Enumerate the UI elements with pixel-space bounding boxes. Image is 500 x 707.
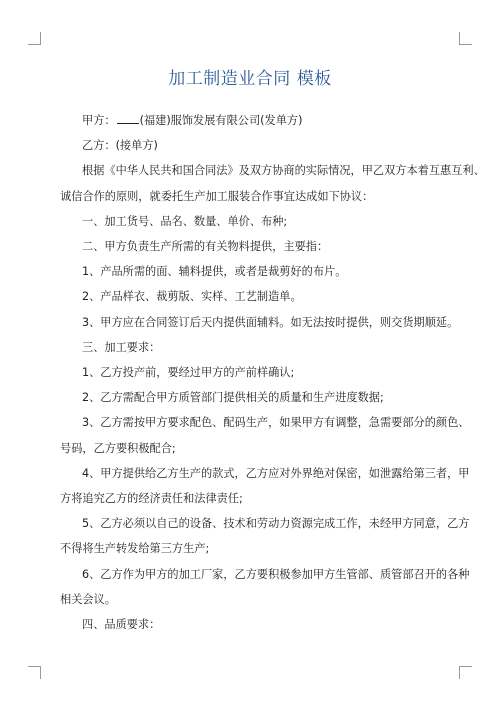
paragraph-line: 2、乙方需配合甲方质管部门提供相关的质量和生产进度数据; xyxy=(82,391,384,405)
paragraph-line: 四、品质要求： xyxy=(82,618,161,632)
paragraph-line: 6、乙方作为甲方的加工厂家，乙方要积极参加甲方生管部、质管部召开的各种 xyxy=(82,567,470,581)
paragraph-line: 3、甲方应在合同签订后天内提供面辅料。如无法按时提供，则交货期顺延。 xyxy=(82,315,459,329)
crop-mark-top-right xyxy=(459,32,472,45)
paragraph-line: 根据《中华人民共和国合同法》及双方协商的实际情况，甲乙双方本着互惠互利、 xyxy=(82,164,485,178)
paragraph-line: 3、乙方需按甲方要求配色、配码生产，如果甲方有调整，急需要部分的颜色、 xyxy=(82,416,470,430)
paragraph-line: 三、加工要求： xyxy=(82,340,161,354)
paragraph-line: 号码，乙方要积极配合; xyxy=(60,441,176,455)
paragraph-line: 不得将生产转发给第三方生产; xyxy=(60,542,210,556)
paragraph-line: 方将追究乙方的经济责任和法律责任; xyxy=(60,492,243,506)
paragraph-line: 2、产品样衣、裁剪版、实样、工艺制造单。 xyxy=(82,290,302,304)
party-a-blank xyxy=(117,113,139,124)
party-a-line xyxy=(60,108,445,133)
crop-mark-bottom-right xyxy=(459,666,472,679)
paragraph-line: 二、甲方负责生产所需的有关物料提供，主要指： xyxy=(82,240,329,254)
paragraph-line: 相关会议。 xyxy=(60,592,116,606)
paragraph-line: 4、甲方提供给乙方生产的款式，乙方应对外界绝对保密，如泄露给第三者，甲 xyxy=(82,466,470,480)
crop-mark-top-left xyxy=(28,32,41,45)
document-body xyxy=(60,108,485,637)
party-a-name: (福建)服饰发展有限公司(发单方) xyxy=(139,114,303,127)
document-title: 加工制造业合同 模板 xyxy=(168,69,332,89)
paragraph-line: 5、乙方必须以自己的设备、技术和劳动力资源完成工作，未经甲方同意，乙方 xyxy=(82,517,470,531)
paragraph-line: 1、乙方投产前，要经过甲方的产前样确认; xyxy=(82,366,295,380)
crop-mark-bottom-left xyxy=(28,666,41,679)
paragraph-line: 一、加工货号、品名、数量、单价、布种; xyxy=(82,214,288,228)
party-a-prefix: 甲方： xyxy=(82,114,116,127)
paragraph-line: 1、产品所需的面、辅料提供，或者是裁剪好的布片。 xyxy=(82,265,347,279)
party-b-line: 乙方：(接单方) xyxy=(82,139,158,153)
paragraph-line: 诚信合作的原则，就委托生产加工服装合作事宜达成如下协议： xyxy=(60,189,374,203)
